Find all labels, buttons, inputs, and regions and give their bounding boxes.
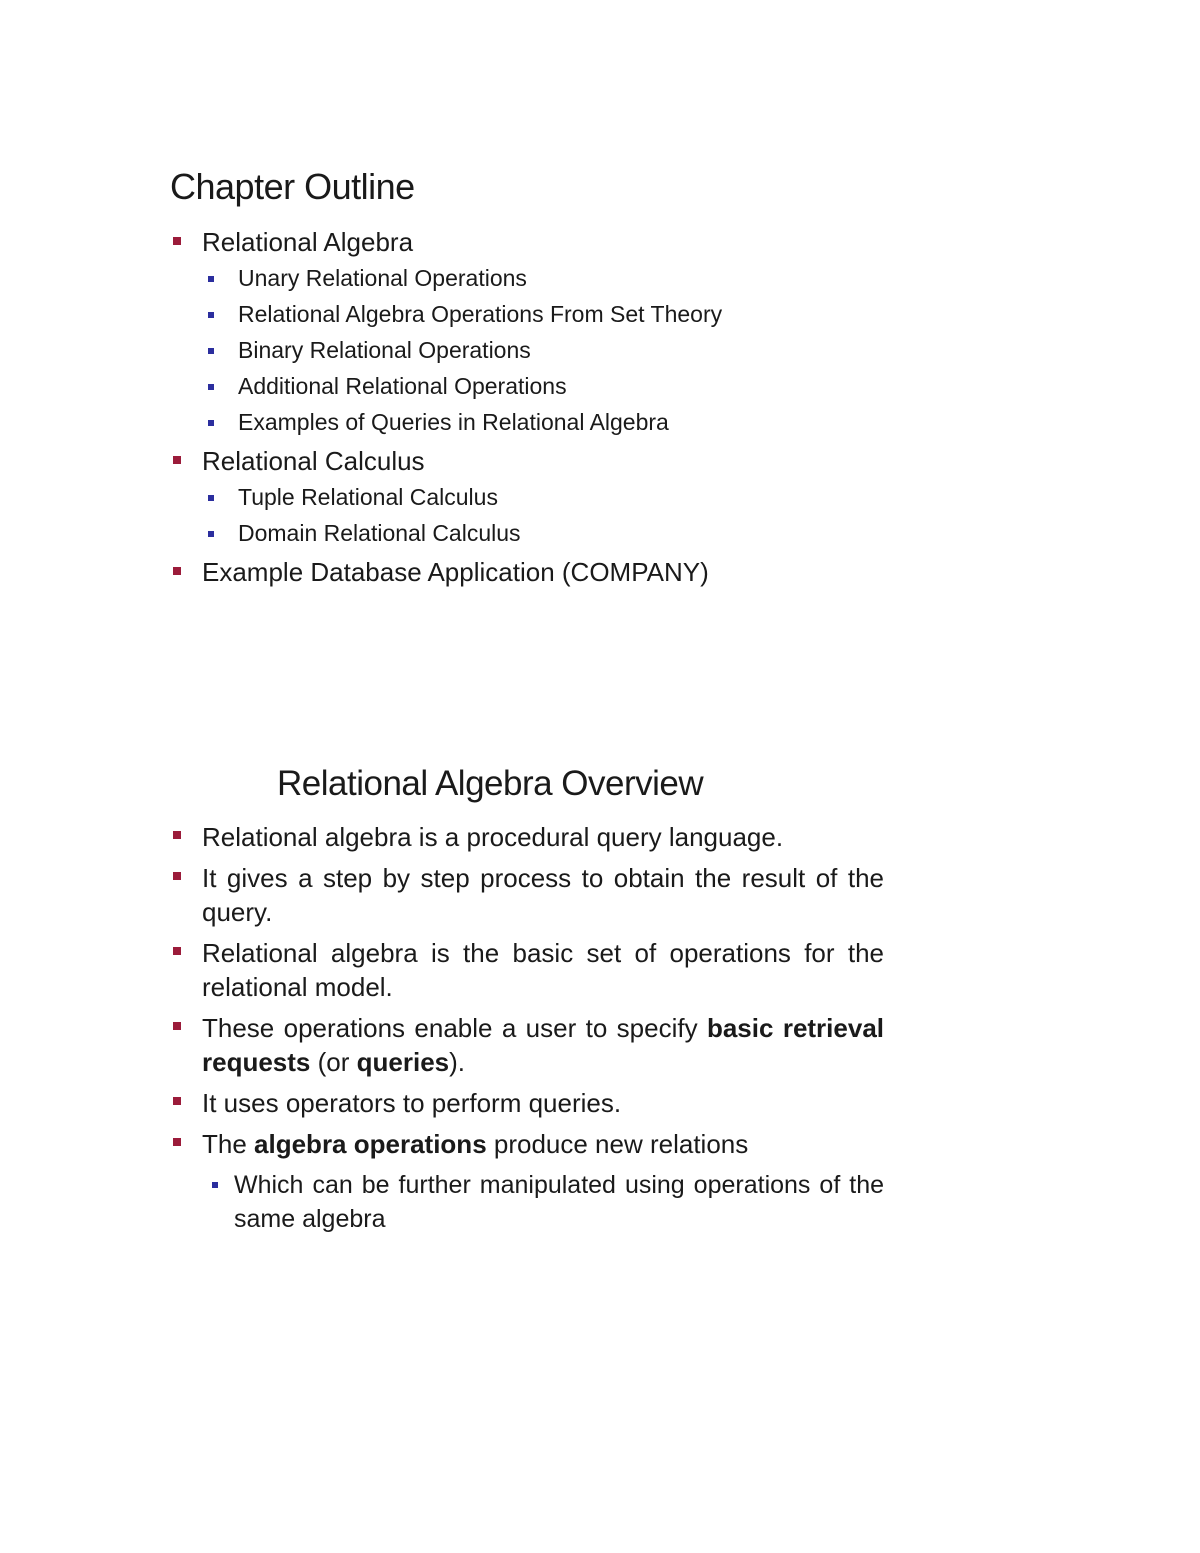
chapter-outline-list [170,226,970,592]
square-bullet-icon [208,420,214,426]
square-bullet-icon [173,872,181,880]
overview-subitem-text: Which can be further manipulated using operations of the same algebra [234,1171,884,1233]
overview-item [170,1011,884,1079]
outline-subitem [202,408,970,437]
square-bullet-icon [208,531,214,537]
square-bullet-icon [173,1097,181,1105]
square-bullet-icon [173,567,181,575]
square-bullet-icon [173,456,181,464]
outline-subitem [202,264,970,293]
overview-bold-run: basic retrieval requests [202,1013,885,1077]
outline-subitem-label: Unary Relational Operations [238,265,527,291]
outline-item [170,445,970,548]
overview-item-text [202,1129,748,1159]
overview-bold-run: algebra operations [254,1129,487,1159]
overview-item-text: It gives a step by step process to obtain the result of the query. [202,863,884,927]
overview-list [170,820,884,1236]
overview-item [170,936,884,1004]
outline-subitem-label: Binary Relational Operations [238,337,531,363]
overview-text-run: produce new relations [486,1129,749,1159]
overview-text-run: (or [310,1047,357,1077]
outline-sublist [202,264,970,437]
outline-subitem [202,300,970,329]
square-bullet-icon [208,348,214,354]
overview-title: Relational Algebra Overview [277,764,704,803]
chapter-outline-title: Chapter Outline [170,166,415,207]
overview-text-run: The [202,1129,255,1159]
outline-item [170,226,970,437]
outline-subitem [202,483,970,512]
square-bullet-icon [173,947,181,955]
outline-subitem-label: Tuple Relational Calculus [238,484,498,510]
outline-subitem [202,336,970,365]
overview-text-run: These operations enable a user to specify [202,1013,707,1043]
square-bullet-icon [208,312,214,318]
overview-item [170,861,884,929]
outline-subitem-label: Relational Algebra Operations From Set Theory [238,301,723,327]
overview-item [170,1127,884,1161]
square-bullet-icon [173,1022,181,1030]
outline-subitem-label: Additional Relational Operations [238,373,567,399]
square-bullet-icon [212,1182,218,1188]
square-bullet-icon [173,831,181,839]
overview-item-text: Relational algebra is the basic set of operations for the relational model. [202,938,884,1002]
outline-item-label: Relational Algebra [202,227,414,257]
square-bullet-icon [208,384,214,390]
overview-subitem [170,1168,884,1236]
square-bullet-icon [208,495,214,501]
overview-item-text: Relational algebra is a procedural query language. [202,822,784,852]
outline-sublist [202,483,970,548]
outline-subitem-label: Examples of Queries in Relational Algebra [238,409,669,435]
square-bullet-icon [173,237,181,245]
overview-item-text: It uses operators to perform queries. [202,1088,622,1118]
overview-item-text [202,1013,884,1077]
overview-bold-run: queries [356,1047,450,1077]
outline-item-label: Relational Calculus [202,446,425,476]
outline-subitem [202,519,970,548]
overview-text-run: ). [449,1047,466,1077]
outline-subitem [202,372,970,401]
overview-item [170,1086,884,1120]
outline-subitem-label: Domain Relational Calculus [238,520,521,546]
outline-item [170,556,970,588]
square-bullet-icon [173,1138,181,1146]
outline-item-label: Example Database Application (COMPANY) [202,557,709,587]
overview-item [170,820,884,854]
square-bullet-icon [208,276,214,282]
